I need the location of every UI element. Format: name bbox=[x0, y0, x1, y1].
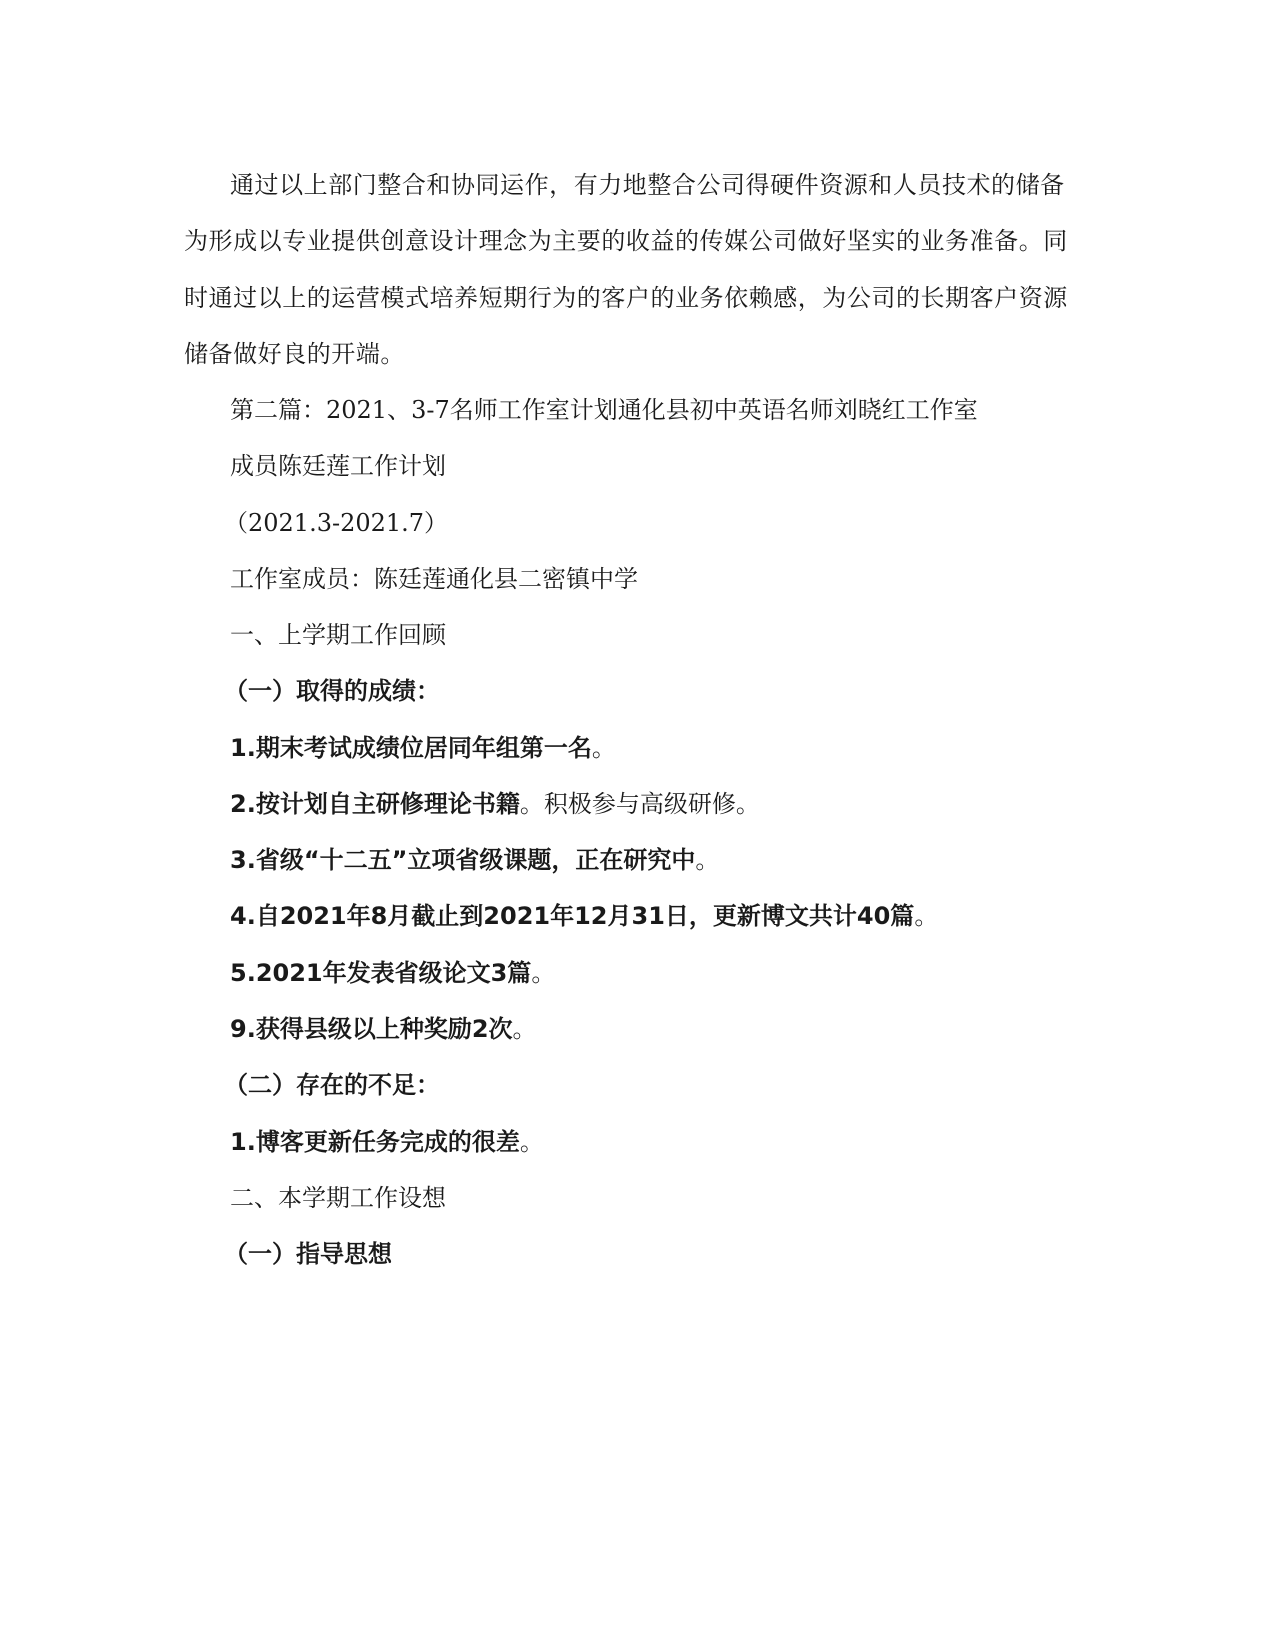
section-title-line-1: 第二篇：2021、3-7名师工作室计划通化县初中英语名师刘晓红工作室 bbox=[230, 396, 978, 424]
subheading-shortcomings: （二）存在的不足： bbox=[224, 1071, 440, 1099]
achievement-tail: 。 bbox=[531, 959, 556, 987]
achievement-text: 9.获得县级以上种奖励2次 bbox=[230, 1015, 513, 1043]
heading-plan: 二、本学期工作设想 bbox=[230, 1184, 446, 1212]
achievement-tail: 。积极参与高级研修。 bbox=[519, 790, 760, 818]
intro-line-3: 时通过以上的运营模式培养短期行为的客户的业务依赖感，为公司的长期客户资源 bbox=[184, 284, 1068, 312]
achievement-text: 2.按计划自主研修理论书籍 bbox=[230, 790, 520, 818]
member-line: 工作室成员：陈廷莲通化县二密镇中学 bbox=[230, 565, 638, 593]
shortcoming-tail: 。 bbox=[519, 1128, 544, 1156]
achievement-item bbox=[230, 1013, 537, 1045]
achievement-text: 5.2021年发表省级论文3篇 bbox=[230, 959, 532, 987]
subheading-achievements: （一）取得的成绩： bbox=[224, 677, 440, 705]
achievement-tail: 。 bbox=[914, 902, 939, 930]
heading-review: 一、上学期工作回顾 bbox=[230, 621, 446, 649]
subheading-guiding: （一）指导思想 bbox=[224, 1240, 392, 1268]
achievement-item bbox=[230, 957, 555, 989]
achievement-text: 4.自2021年8月截止到2021年12月31日，更新博文共计40篇 bbox=[230, 902, 915, 930]
achievement-text: 1.期末考试成绩位居同年组第一名 bbox=[230, 734, 592, 762]
achievement-tail: 。 bbox=[512, 1015, 537, 1043]
achievement-item bbox=[230, 732, 616, 764]
achievement-tail: 。 bbox=[695, 846, 720, 874]
intro-line-2: 为形成以专业提供创意设计理念为主要的收益的传媒公司做好坚实的业务准备。同 bbox=[184, 227, 1068, 255]
achievement-item bbox=[230, 788, 760, 820]
achievement-item bbox=[230, 900, 938, 932]
intro-line-1: 通过以上部门整合和协同运作，有力地整合公司得硬件资源和人员技术的储备 bbox=[230, 171, 1065, 199]
achievement-item bbox=[230, 844, 719, 876]
intro-line-4: 储备做好良的开端。 bbox=[184, 340, 405, 368]
achievement-text: 3.省级“十二五”立项省级课题，正在研究中 bbox=[230, 846, 696, 874]
date-range: （2021.3-2021.7） bbox=[224, 509, 449, 537]
shortcoming-text: 1.博客更新任务完成的很差 bbox=[230, 1128, 520, 1156]
achievement-tail: 。 bbox=[591, 734, 616, 762]
section-title-line-2: 成员陈廷莲工作计划 bbox=[230, 452, 446, 480]
shortcoming-item bbox=[230, 1126, 544, 1158]
